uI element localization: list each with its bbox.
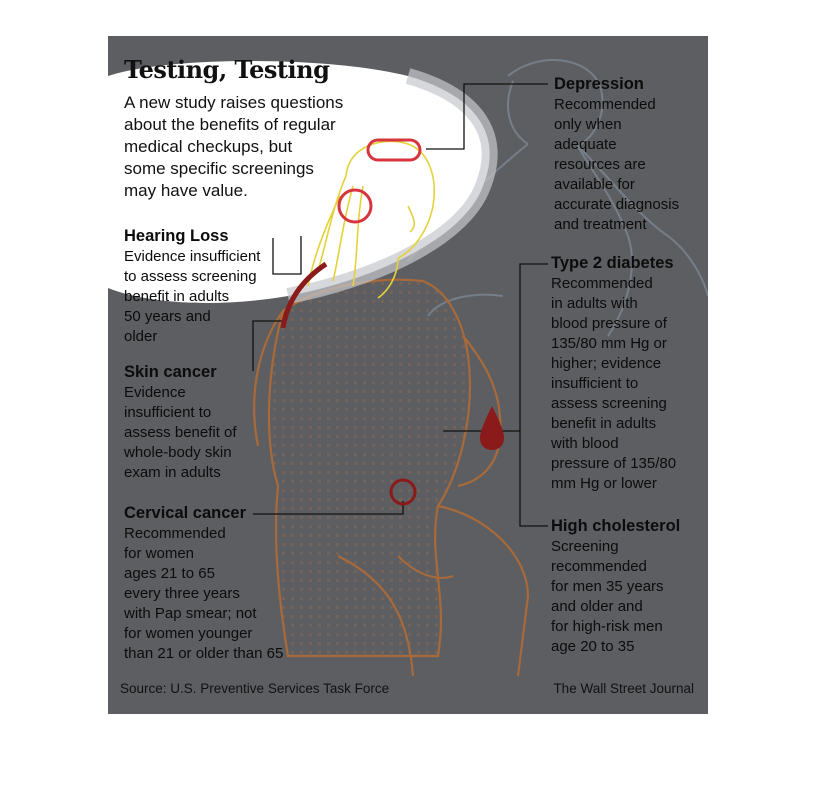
callout-type-2-diabetes [551,253,676,494]
callout-heading: High cholesterol [551,517,681,535]
callout-heading: Hearing Loss [124,227,229,245]
callout-hearing-loss [124,226,260,347]
callout-high-cholesterol [551,516,680,657]
publisher-credit: The Wall Street Journal [553,681,694,696]
callout-skin-cancer [124,362,237,483]
callout-cervical-cancer [124,503,283,664]
callout-heading: Skin cancer [124,363,217,381]
subtitle: A new study raises questions about the benefits of regular medical checkups, but some specific screenings may have value. [124,93,344,200]
callout-body: Evidence insufficient to assess benefit of whole-body skin exam in adults [124,384,237,481]
callout-heading: Type 2 diabetes [551,254,674,272]
callout-body: Recommended in adults with blood pressure of 135/80 mm Hg or higher; evidence insufficient to assess screening benefit in adults with blood pressure of 135/80 mm Hg or lower [551,275,677,492]
callout-depression [554,74,679,235]
gown [269,280,470,656]
callout-body: Recommended for women ages 21 to 65 every three years with Pap smear; not for women younger than 21 or older than 65 [124,525,284,662]
callout-heading: Cervical cancer [124,504,247,522]
callout-body: Screening recommended for men 35 years and older and for high-risk men age 20 to 35 [551,538,664,655]
callout-heading: Depression [554,75,644,93]
source-note: Source: U.S. Preventive Services Task Force [120,681,390,696]
infographic-panel [108,36,708,714]
callout-body: Evidence insufficient to assess screening benefit in adults 50 years and older [124,248,261,345]
patient-sketch [254,280,528,676]
title: Testing, Testing [124,55,330,84]
callout-body: Recommended only when adequate resources are available for accurate diagnosis and treatment [554,96,680,233]
